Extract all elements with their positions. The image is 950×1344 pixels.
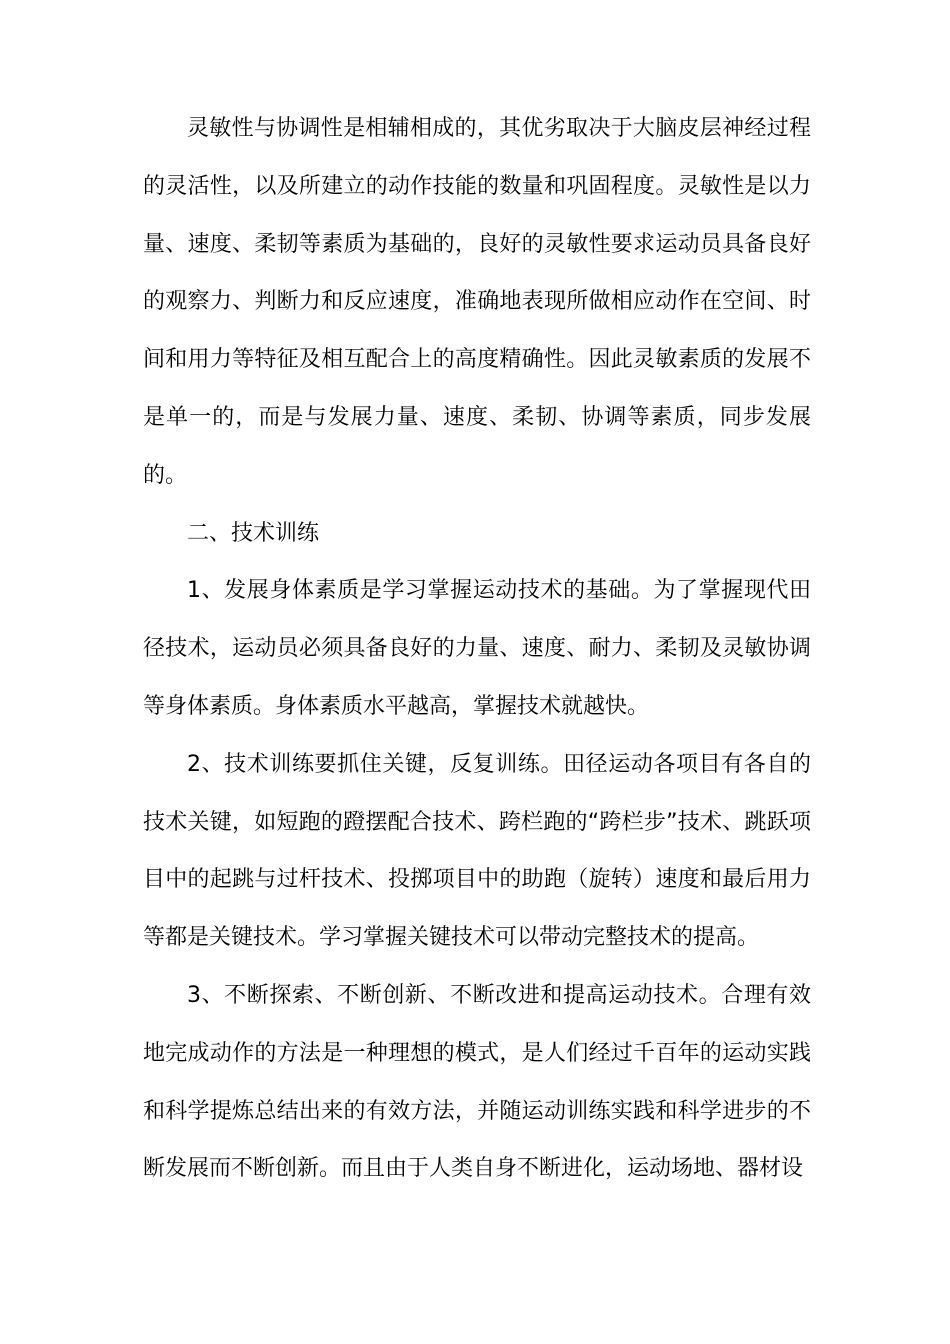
paragraph-agility-coordination: 灵敏性与协调性是相辅相成的，其优劣取决于大脑皮层神经过程的灵活性，以及所建立的动作技能的数量和巩固程度。灵敏性是以力量、速度、柔韧等素质为基础的，良好的灵敏性要求运动员具备良好的观察力、判断力和反应速度，准确地表现所做相应动作在空间、时间和用力等特征及相互配合上的高度精确性。因此灵敏素质的发展不是单一的，而是与发展力量、速度、柔韧、协调等素质，同步发展的。 [143,116,811,488]
document-body [143,100,811,1198]
paragraph-point-2: 2、技术训练要抓住关键，反复训练。田径运动各项目有各自的技术关键，如短跑的蹬摆配合技术、跨栏跑的“跨栏步”技术、跳跃项目中的起跳与过杆技术、投掷项目中的助跑（旋转）速度和最后用力等都是关键技术。学习掌握关键技术可以带动完整技术的提高。 [143,751,811,951]
paragraph-point-1: 1、发展身体素质是学习掌握运动技术的基础。为了掌握现代田径技术，运动员必须具备良好的力量、速度、耐力、柔韧及灵敏协调等身体素质。身体素质水平越高，掌握技术就越快。 [143,578,811,719]
section-heading-technical-training: 二、技术训练 [187,520,320,546]
paragraph-point-3: 3、不断探索、不断创新、不断改进和提高运动技术。合理有效地完成动作的方法是一种理想的模式，是人们经过千百年的运动实践和科学提炼总结出来的有效方法，并随运动训练实践和科学进步的不断发展而不断创新。而且由于人类自身不断进化，运动场地、器材设 [143,982,811,1182]
